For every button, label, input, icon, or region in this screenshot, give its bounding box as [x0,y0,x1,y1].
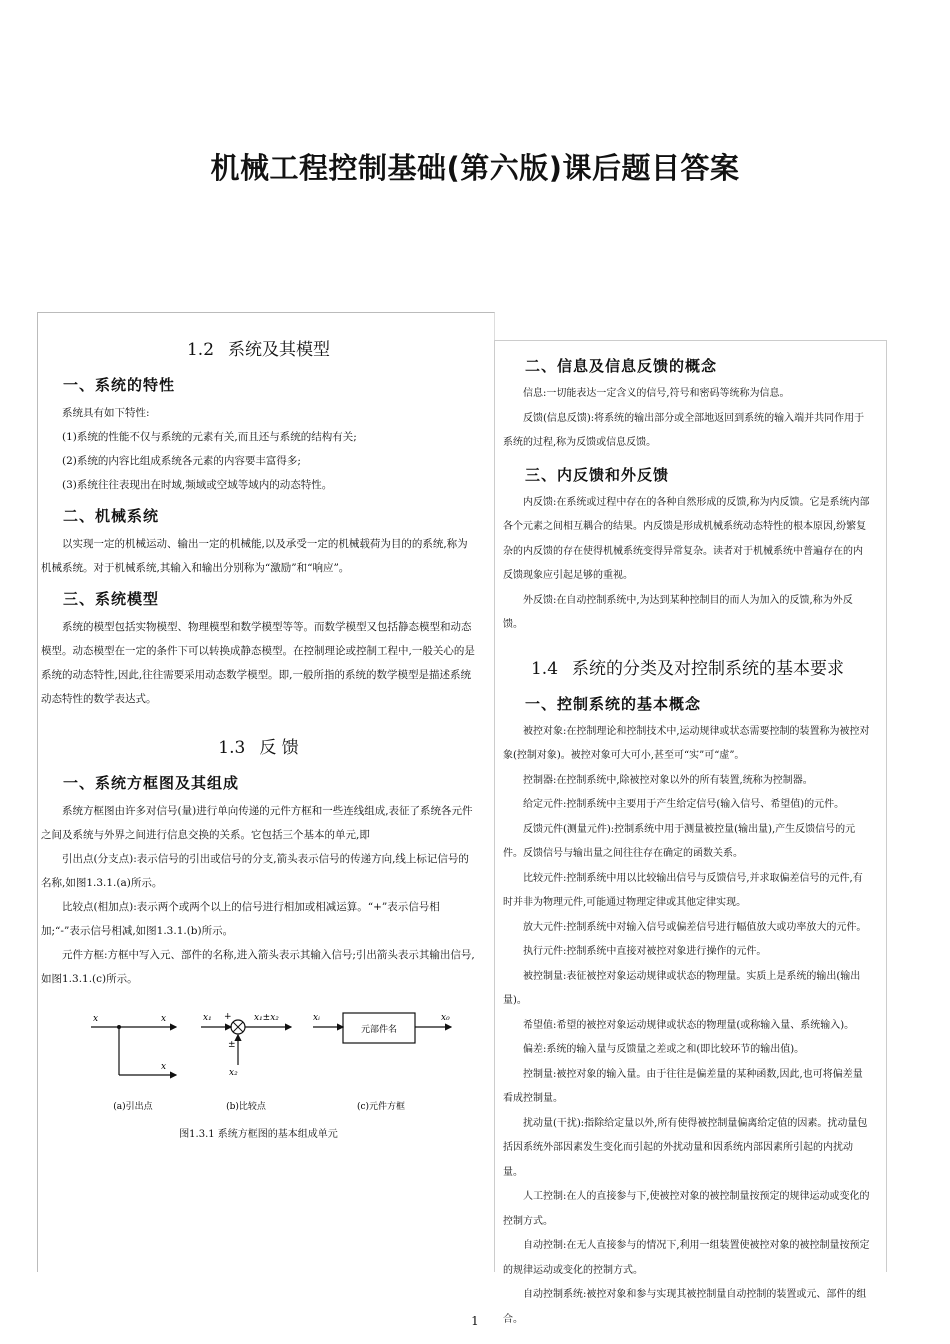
paragraph: 系统的模型包括实物模型、物理模型和数学模型等等。而数学模型又包括静态模型和动态模型。动态模型在一定的条件下可以转换成静态模型。在控制理论或控制工程中,一般关心的是系统的动态特性,因此,往往需要采用动态数学模型。即,一般所指的系统的数学模型是描述系统动态特性的数学表达式。 [41,621,475,705]
section-title-1-3 [41,733,476,758]
page-number: 1 [471,1314,479,1328]
subheading: 二、信息及信息反馈的概念 [525,357,718,375]
element-block-diagram [313,1013,451,1043]
subheading: 三、内反馈和外反馈 [525,465,670,484]
paragraph: 控制器:在控制系统中,除被控对象以外的所有装置,统称为控制器。 [523,774,813,786]
var-label: x₀ [441,1013,450,1023]
figure-caption: 图1.3.1 系统方框图的基本组成单元 [179,1129,338,1140]
paragraph: 信息:一切能表达一定含义的信号,符号和密码等统称为信息。 [523,388,790,399]
subheading: 三、系统模型 [63,590,160,608]
paragraph: 自动控制系统:被控对象和参与实现其被控制量自动控制的装置或元、部件的组合。 [503,1289,867,1325]
summing-point-diagram [201,1012,291,1078]
var-label: x [93,1014,99,1024]
paragraph: 系统方框图由许多对信号(量)进行单向传递的元件方框和一些连线组成,表征了系统各元件之间及系统与外界之间进行信息交换的关系。它包括三个基本的单元,即 [41,805,473,841]
paragraph: 被控对象:在控制理论和控制技术中,运动规律或状态需要控制的装置称为被控对象(控制对象)。被控对象可大可小,甚至可“实”可“虚”。 [503,725,870,761]
subheading: 一、系统的特性 [63,376,176,394]
paragraph: 反馈元件(测量元件):控制系统中用于测量被控量(输出量),产生反馈信号的元件。反馈信号与输出量之间往往存在确定的函数关系。 [503,823,856,859]
var-label: x₁ [203,1013,212,1023]
subheading: 一、系统方框图及其组成 [63,774,240,792]
paragraph: 比较元件:控制系统中用以比较输出信号与反馈信号,并求取偏差信号的元件,有时并非为物理元件,可能通过物理定律或其他定律实现。 [503,872,863,908]
paragraph: 以实现一定的机械运动、输出一定的机械能,以及承受一定的机械载荷为目的的系统,称为机械系统。对于机械系统,其输入和输出分别称为“激励”和“响应”。 [41,538,468,574]
paragraph: 扰动量(干扰):指除给定量以外,所有使得被控制量偏离给定值的因素。扰动量包括因系统外部因素发生变化而引起的外扰动量和因系统内部因素所引起的内扰动量。 [503,1117,868,1178]
block-diagram-figure [41,1005,476,1145]
paragraph: 偏差:系统的输入量与反馈量之差或之和(即比较环节的输出值)。 [523,1044,805,1055]
var-label: x₁±x₂ [254,1013,279,1023]
var-label: xᵢ [313,1013,320,1023]
section-number: 1.4 [530,658,559,679]
block-label: 元部件名 [360,1025,398,1035]
left-column [37,312,495,1272]
paragraph: 系统具有如下特性: [62,407,150,419]
section-number: 1.2 [186,340,215,360]
paragraph: 内反馈:在系统或过程中存在的各种自然形成的反馈,称为内反馈。它是系统内部各个元素之间相互耦合的结果。内反馈是形成机械系统动态特性的根本原因,纷繁复杂的内反馈的存在使得机械系统变得异常复杂。读者对于机械系统中普遍存在的内反馈现象应引起足够的重视。 [503,496,870,581]
paragraph: 反馈(信息反馈):将系统的输出部分或全部地返回到系统的输入端并共同作用于系统的过程,称为反馈或信息反馈。 [503,412,865,448]
section-heading: 系统的分类及对控制系统的基本要求 [572,658,845,679]
paragraph: 人工控制:在人的直接参与下,使被控对象的被控制量按预定的规律运动或变化的控制方式。 [503,1191,870,1227]
paragraph: 希望值:希望的被控对象运动规律或状态的物理量(或称输入量、系统输入)。 [523,1019,855,1031]
paragraph: 执行元件:控制系统中直接对被控对象进行操作的元件。 [523,946,767,957]
paragraph: 元件方框:方框中写入元、部件的名称,进入箭头表示其输入信号;引出箭头表示其输出信号,如图1.3.1.(c)所示。 [41,949,475,985]
section-title-1-4 [503,654,872,679]
paragraph: 被控制量:表征被控对象运动规律或状态的物理量。实质上是系统的输出(输出量)。 [503,970,861,1006]
var-label: x₂ [229,1068,238,1078]
paragraph: (2)系统的内容比组成系统各元素的内容要丰富得多; [62,455,301,467]
plus-sign: + [224,1012,232,1022]
block-diagram-svg [51,1005,471,1117]
fig-sub-label-b: (b)比较点 [226,1102,266,1112]
pm-sign: ± [228,1040,236,1050]
var-label: x [161,1062,167,1072]
paragraph: 比较点(相加点):表示两个或两个以上的信号进行相加或相减运算。“+”表示信号相加;“-”表示信号相减,如图1.3.1.(b)所示。 [41,901,440,937]
document-title: 机械工程控制基础(第六版)课后题目答案 [210,151,740,185]
pickoff-point-diagram [91,1014,176,1075]
paragraph: (1)系统的性能不仅与系统的元素有关,而且还与系统的结构有关; [62,431,357,443]
subheading: 二、机械系统 [63,507,160,525]
paragraph: (3)系统往往表现出在时域,频域或空域等域内的动态特性。 [62,479,333,491]
section-heading: 反 馈 [259,738,299,758]
fig-sub-label-a: (a)引出点 [113,1102,153,1112]
paragraph: 自动控制:在无人直接参与的情况下,利用一组装置使被控对象的被控制量按预定的规律运动或变化的控制方式。 [503,1240,870,1276]
var-label: x [161,1014,167,1024]
section-number: 1.3 [218,738,246,758]
paragraph: 控制量:被控对象的输入量。由于往往是偏差量的某种函数,因此,也可将偏差量看成控制量。 [503,1068,863,1104]
section-heading: 系统及其模型 [228,340,331,360]
right-column [494,340,887,1325]
subheading: 一、控制系统的基本概念 [525,694,702,713]
paragraph: 放大元件:控制系统中对输入信号或偏差信号进行幅值放大或功率放大的元件。 [523,921,867,933]
section-title-1-2 [41,335,476,360]
paragraph: 外反馈:在自动控制系统中,为达到某种控制目的而人为加入的反馈,称为外反馈。 [503,594,853,630]
fig-sub-label-c: (c)元件方框 [356,1102,406,1112]
paragraph: 给定元件:控制系统中主要用于产生给定信号(输入信号、希望值)的元件。 [523,799,845,810]
paragraph: 引出点(分支点):表示信号的引出或信号的分支,箭头表示信号的传递方向,线上标记信号的名称,如图1.3.1.(a)所示。 [41,853,469,889]
